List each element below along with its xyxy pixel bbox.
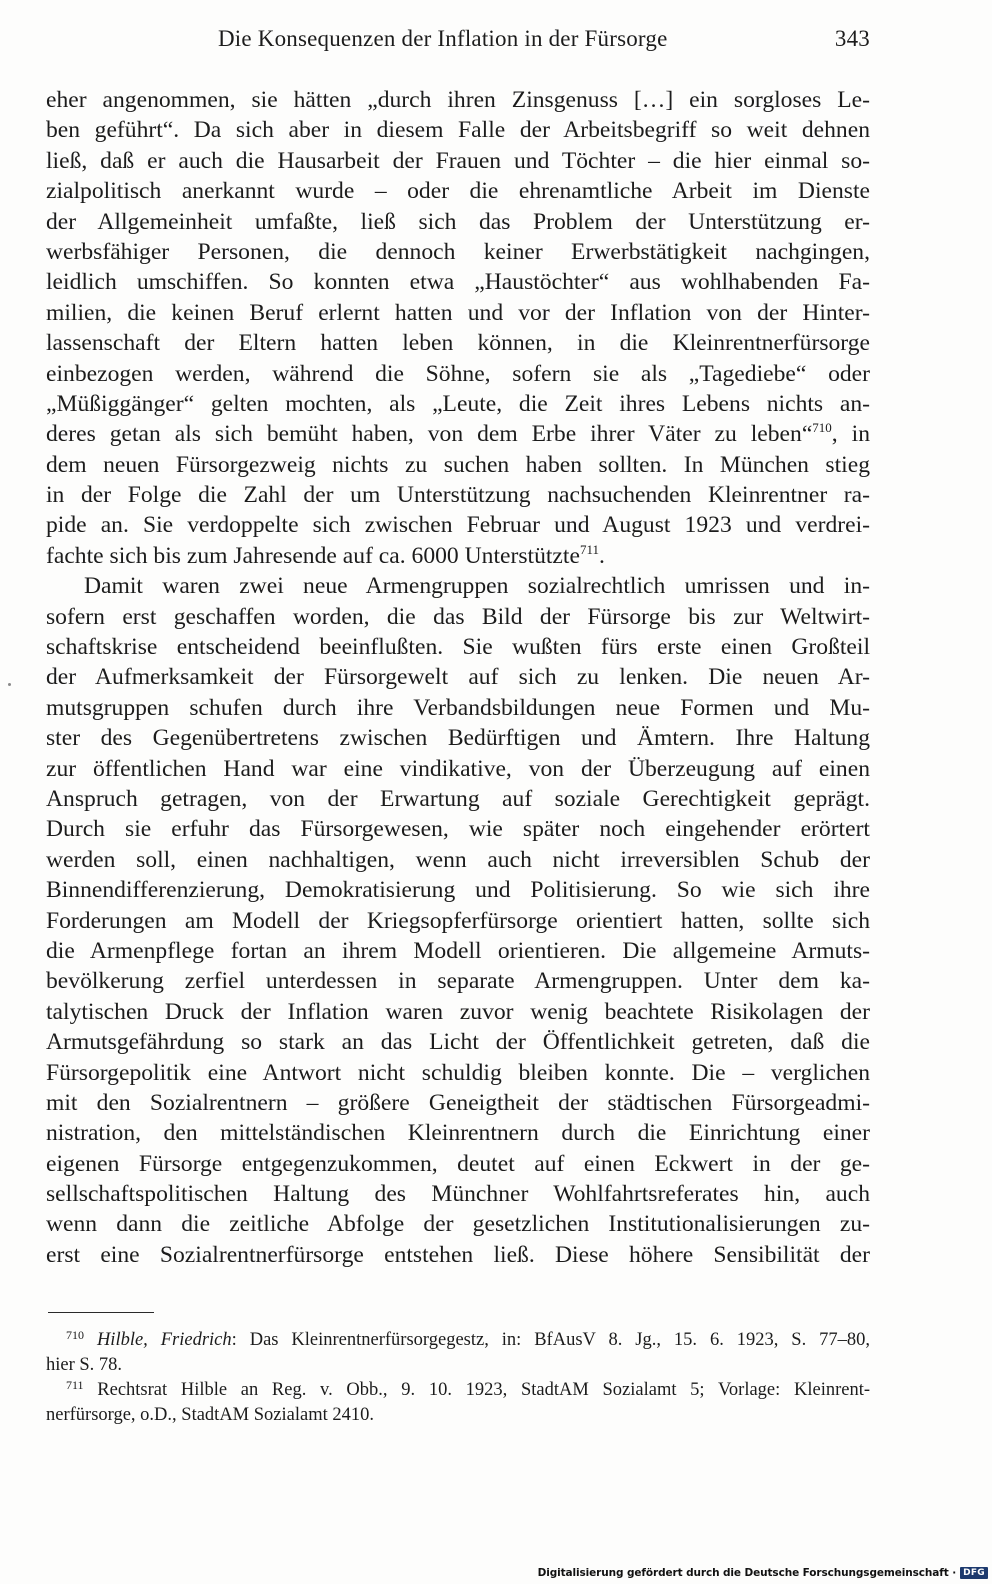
text-line: sellschaftspolitischen Haltung des Münchner Wohlfahrtsreferates hin, auch	[46, 1181, 870, 1208]
text-line: Forderungen am Modell der Kriegsopferfürsorge orientiert hatten, sollte sich	[46, 907, 870, 934]
text-segment: deres getan als sich bemüht haben, von dem Erbe ihrer Väter zu leben“	[46, 421, 813, 448]
text-line: leidlich umschiffen. So konnten etwa „Haustöchter“ aus wohlhabenden Fa-	[46, 269, 870, 296]
text-line: zialpolitisch anerkannt wurde – oder die ehrenamtliche Arbeit im Dienste	[46, 178, 870, 205]
running-head	[210, 24, 870, 58]
text-line: ben geführt“. Da sich aber in diesem Falle der Arbeitsbegriff so weit dehnen	[46, 117, 870, 144]
text-line: ster des Gegenübertretens zwischen Bedürftigen und Ämtern. Ihre Haltung	[46, 725, 870, 752]
footnote-ref-710[interactable]: 710	[812, 420, 832, 436]
footnote-text: Rechtsrat Hilble an Reg. v. Obb., 9. 10. 1923, StadtAM Sozialamt 5; Vorlage: Kleinrent-	[97, 1380, 870, 1400]
footnote-divider	[48, 1312, 154, 1313]
footnote-710	[46, 1328, 870, 1353]
footnote-text: : Das Kleinrentnerfürsorgegestz, in: BfAusV 8. Jg., 15. 6. 1923, S. 77–80,	[231, 1330, 870, 1350]
text-line: Fürsorgepolitik eine Antwort nicht schuldig bleiben konnte. Die – verglichen	[46, 1059, 870, 1086]
text-line: erst eine Sozialrentnerfürsorge entstehen ließ. Diese höhere Sensibilität der	[46, 1241, 870, 1268]
text-line: der Aufmerksamkeit der Fürsorgewelt auf sich zu lenken. Die neuen Ar-	[46, 664, 870, 691]
text-line: einbezogen werden, während die Söhne, sofern sie als „Tagediebe“ oder	[46, 360, 870, 387]
text-line: werden soll, einen nachhaltigen, wenn auch nicht irreversiblen Schub der	[46, 846, 870, 873]
footnote-710-continued: hier S. 78.	[46, 1355, 123, 1375]
text-line: sofern erst geschaffen worden, die das Bild der Fürsorge bis zur Weltwirt-	[46, 603, 870, 630]
text-line: Damit waren zwei neue Armengruppen sozialrechtlich umrissen und in-	[84, 573, 870, 600]
text-line: zur öffentlichen Hand war eine vindikative, von der Überzeugung auf einen	[46, 755, 870, 782]
text-line: milien, die keinen Beruf erlernt hatten und vor der Inflation von der Hinter-	[46, 299, 870, 326]
footnote-number: 711	[66, 1378, 84, 1392]
text-line: dem neuen Fürsorgezweig nichts zu suchen haben sollten. In München stieg	[46, 451, 870, 478]
footnote-711-continued: nerfürsorge, o.D., StadtAM Sozialamt 2410.	[46, 1405, 374, 1425]
text-line: Binnendifferenzierung, Demokratisierung und Politisierung. So wie sich ihre	[46, 877, 870, 904]
text-line: schaftskrise entscheidend beeinflußten. Sie wußten fürs erste einen Großteil	[46, 634, 870, 661]
text-line: bevölkerung zerfiel unterdessen in separate Armengruppen. Unter dem ka-	[46, 968, 870, 995]
footnote-711	[46, 1378, 870, 1403]
text-line: „Müßiggänger“ gelten mochten, als „Leute, die Zeit ihres Lebens nichts an-	[46, 390, 870, 417]
text-line: der Allgemeinheit umfaßte, ließ sich das Problem der Unterstützung er-	[46, 208, 870, 235]
text-line: wenn dann die zeitliche Abfolge der gesetzlichen Institutionalisierungen zu-	[46, 1211, 870, 1238]
text-line: mit den Sozialrentnern – größere Geneigtheit der städtischen Fürsorgeadmi-	[46, 1089, 870, 1116]
page-number: 343	[834, 26, 870, 51]
footnote-number: 710	[66, 1328, 84, 1342]
text-segment: fachte sich bis zum Jahresende auf ca. 6000 Unterstützte	[46, 542, 580, 569]
digitization-credit	[538, 1565, 988, 1581]
text-line-with-footnote-ref	[46, 419, 870, 449]
text-line: pide an. Sie verdoppelte sich zwischen Februar und August 1923 und verdrei-	[46, 512, 870, 539]
text-segment: , in	[831, 421, 870, 448]
text-line: Durch sie erfuhr das Fürsorgewesen, wie später noch eingehender erörtert	[46, 816, 870, 843]
footnote-ref-711[interactable]: 711	[579, 541, 599, 557]
text-line: ließ, daß er auch die Hausarbeit der Frauen und Töchter – die hier einmal so-	[46, 147, 870, 174]
dfg-logo-icon: DFG	[960, 1567, 988, 1579]
text-line-with-footnote-ref	[46, 541, 870, 571]
text-line: in der Folge die Zahl der um Unterstützung nachsuchenden Kleinrentner ra-	[46, 482, 870, 509]
text-line: eigenen Fürsorge entgegenzukommen, deutet auf einen Eckwert in der ge-	[46, 1150, 870, 1177]
text-line: talytischen Druck der Inflation waren zuvor wenig beachtete Risikolagen der	[46, 998, 870, 1025]
text-line: die Armenpflege fortan an ihrem Modell orientieren. Die allgemeine Armuts-	[46, 937, 870, 964]
text-line: werbsfähiger Personen, die dennoch keiner Erwerbstätigkeit nachgingen,	[46, 238, 870, 265]
body-text	[46, 85, 870, 1270]
text-line: eher angenommen, sie hätten „durch ihren Zinsgenuss […] ein sorgloses Le-	[46, 87, 870, 113]
text-line: nistration, den mittelständischen Kleinrentnern durch die Einrichtung einer	[46, 1120, 870, 1147]
text-line: mutsgruppen schufen durch ihre Verbandsbildungen neue Formen und Mu-	[46, 694, 870, 721]
running-title: Die Konsequenzen der Inflation in der Fürsorge	[218, 26, 668, 51]
text-line: Anspruch getragen, von der Erwartung auf soziale Gerechtigkeit geprägt.	[46, 785, 870, 812]
footnote-author: Hilble, Friedrich	[96, 1330, 232, 1350]
credit-text: Digitalisierung gefördert durch die Deutsche Forschungsgemeinschaft ·	[537, 1567, 957, 1579]
text-segment: .	[598, 542, 605, 569]
text-line: lassenschaft der Eltern hatten leben können, in die Kleinrentnerfürsorge	[46, 330, 870, 357]
footnotes	[46, 1328, 870, 1428]
scan-artifact	[8, 683, 11, 686]
text-line: Armutsgefährdung so stark an das Licht der Öffentlichkeit getreten, daß die	[46, 1029, 870, 1056]
